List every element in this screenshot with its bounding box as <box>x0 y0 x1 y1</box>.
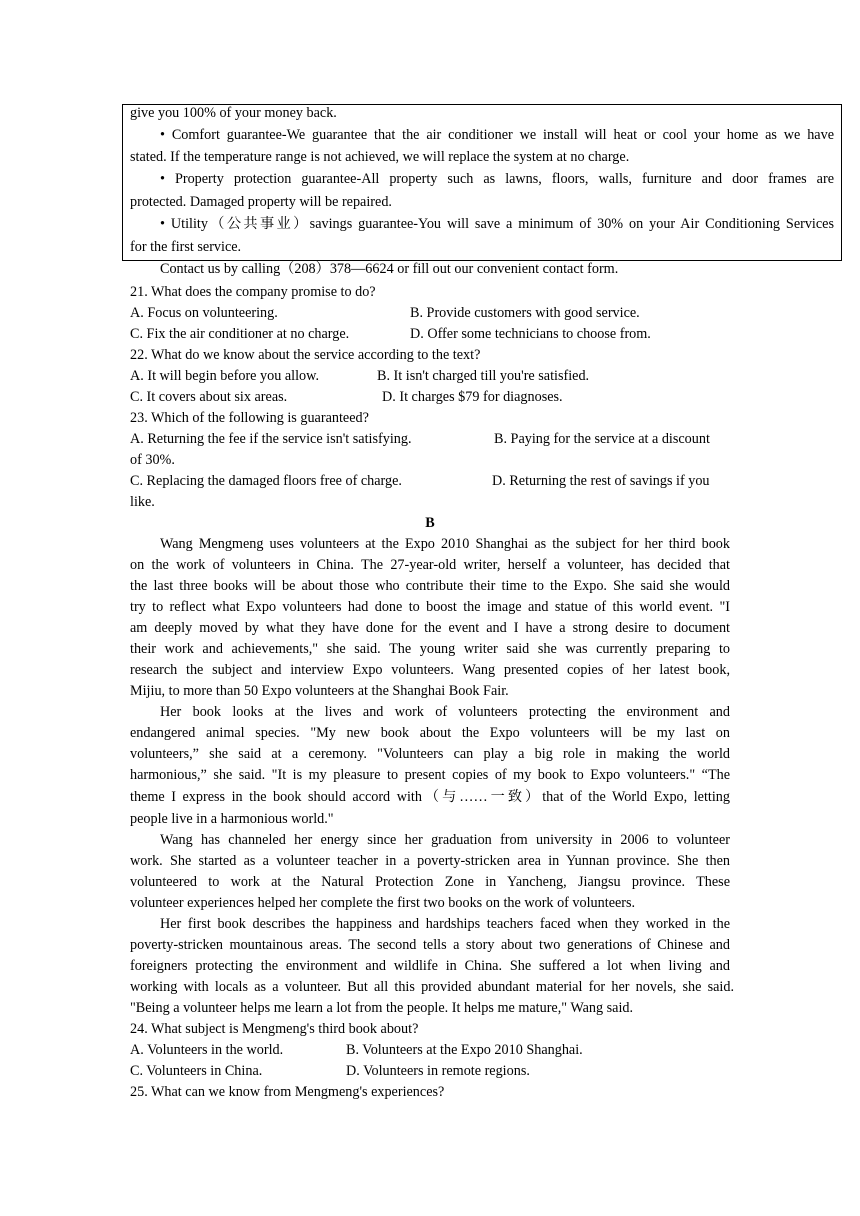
p4-line: poverty-stricken mountainous areas. The second tells a story about two generations of Chinese and <box>130 937 730 953</box>
q23-option-c: C. Replacing the damaged floors free of charge. <box>130 473 402 489</box>
p1-line: the last three books will be about those who contribute their time to the Expo. She said she would <box>130 578 730 594</box>
box-line-5: protected. Damaged property will be repaired. <box>130 194 392 210</box>
q23-option-b-cont: of 30%. <box>130 452 175 468</box>
box-line-2: • Comfort guarantee-We guarantee that the air conditioner we install will heat or cool your home as we have <box>160 127 834 143</box>
p1-line: am deeply moved by what they have done for the event and I have a strong desire to document <box>130 620 730 636</box>
contact-line: Contact us by calling（208）378—6624 or fill out our convenient contact form. <box>160 261 619 277</box>
p4-line: "Being a volunteer helps me learn a lot from the people. It helps me mature," Wang said. <box>130 1000 634 1016</box>
section-b-heading: B <box>425 515 435 531</box>
q24-option-a: A. Volunteers in the world. <box>130 1042 284 1058</box>
q21-option-c: C. Fix the air conditioner at no charge. <box>130 326 350 342</box>
p1-line: on the work of volunteers in China. The 27-year-old writer, herself a volunteer, has decided that <box>130 557 730 573</box>
p2-line: endangered animal species. "My new book about the Expo volunteers will be my last on <box>130 725 730 741</box>
p2-line: theme I express in the book should accord with（与……一致）that of the World Expo, letting <box>130 789 730 805</box>
p2-line: people live in a harmonious world." <box>130 811 334 827</box>
p1-line: Mijiu, to more than 50 Expo volunteers at the Shanghai Book Fair. <box>130 683 509 699</box>
p1-line: try to reflect what Expo volunteers had done to boost the image and statue of this world event. "I <box>130 599 730 615</box>
q23-option-b: B. Paying for the service at a discount <box>494 431 710 447</box>
q22-option-a: A. It will begin before you allow. <box>130 368 319 384</box>
q24-option-d: D. Volunteers in remote regions. <box>346 1063 530 1079</box>
q21-option-b: B. Provide customers with good service. <box>410 305 640 321</box>
p4-line: working with locals as a volunteer. But all this provided abundant material for her novels, she said. <box>130 979 734 995</box>
q21-option-a: A. Focus on volunteering. <box>130 305 278 321</box>
q25-stem: 25. What can we know from Mengmeng's experiences? <box>130 1084 445 1100</box>
box-line-7: for the first service. <box>130 239 242 255</box>
q23-option-a: A. Returning the fee if the service isn't satisfying. <box>130 431 412 447</box>
p3-line: work. She started as a volunteer teacher in a poverty-stricken area in Yunnan province. She then <box>130 853 730 869</box>
box-line-6: • Utility（公共事业）savings guarantee-You will save a minimum of 30% on your Air Conditioning Services <box>160 216 834 232</box>
p2-line: harmonious,” she said. "It is my pleasure to present copies of my book to Expo volunteers." “The <box>130 767 730 783</box>
p2-line: Her book looks at the lives and work of volunteers protecting the environment and <box>160 704 730 720</box>
q22-stem: 22. What do we know about the service according to the text? <box>130 347 481 363</box>
p3-line: volunteered to work at the Natural Protection Zone in Yancheng, Jiangsu province. These <box>130 874 730 890</box>
box-line-3: stated. If the temperature range is not achieved, we will replace the system at no charge. <box>130 149 630 165</box>
q24-stem: 24. What subject is Mengmeng's third book about? <box>130 1021 419 1037</box>
p1-line: their work and achievements," she said. The young writer said she was currently preparing to <box>130 641 730 657</box>
p3-line: volunteer experiences helped her complete the first two books on the work of volunteers. <box>130 895 636 911</box>
q22-option-b: B. It isn't charged till you're satisfied. <box>377 368 590 384</box>
q24-option-b: B. Volunteers at the Expo 2010 Shanghai. <box>346 1042 583 1058</box>
p4-line: Her first book describes the happiness and hardships teachers faced when they worked in the <box>160 916 730 932</box>
p3-line: Wang has channeled her energy since her graduation from university in 2006 to volunteer <box>160 832 730 848</box>
box-line-1: give you 100% of your money back. <box>130 105 337 121</box>
q23-stem: 23. Which of the following is guaranteed? <box>130 410 369 426</box>
q21-option-d: D. Offer some technicians to choose from. <box>410 326 651 342</box>
p1-line: research the subject and interview Expo volunteers. Wang presented copies of her latest book, <box>130 662 730 678</box>
q21-stem: 21. What does the company promise to do? <box>130 284 376 300</box>
p2-line: volunteers,” she said at a ceremony. "Volunteers can play a big role in making the world <box>130 746 730 762</box>
p4-line: foreigners protecting the environment and wildlife in China. She suffered a lot when living and <box>130 958 730 974</box>
q24-option-c: C. Volunteers in China. <box>130 1063 263 1079</box>
q23-option-d: D. Returning the rest of savings if you <box>492 473 710 489</box>
p1-line: Wang Mengmeng uses volunteers at the Expo 2010 Shanghai as the subject for her third book <box>160 536 730 552</box>
q23-option-d-cont: like. <box>130 494 155 510</box>
q22-option-c: C. It covers about six areas. <box>130 389 288 405</box>
box-line-4: • Property protection guarantee-All property such as lawns, floors, walls, furniture and door frames are <box>160 171 834 187</box>
q22-option-d: D. It charges $79 for diagnoses. <box>382 389 563 405</box>
